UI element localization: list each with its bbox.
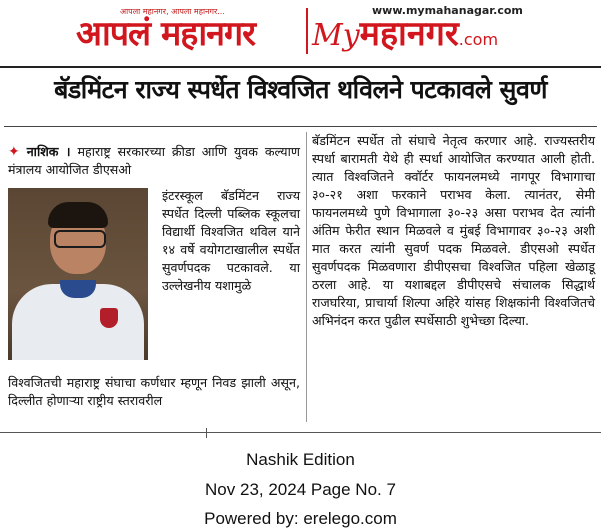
article-right-text: बॅडमिंटन स्पर्धेत तो संघाचे नेतृत्व करणार आहे. राज्यस्तरीय स्पर्धा बारामती येथे ही स्पर्धा आयोजित करण्यात आली होती. त्यात विश्वजितने क्वॉर्टर फायनलमध्ये नागपूर विभागाचा ३०-२१ अशा फरकाने पराभव केला. त्यानंतर, सेमी फायनलमध्ये पुणे विभागाला ३०-२३ असा पराभव देत त्यांनी अंतिम फेरीत स्थान मिळवले व मुंबई विभागावर ३०-२३ अशी मात करत त्यांनी सुवर्ण पदक मिळवले. डीएसओ स्पर्धेत सुवर्णपदक मिळवणारा डीपीएसचा विश्वजित पहिला खेळाडू ठरला आहे. या यशाबद्दल डीपीएसचे संचालक सिद्धार्थ राजघरिया, प्राचार्या शिल्पा अहिरे यांसह शिक्षकांनी विश्वजितचे अभिनंदन करत पुढील स्पर्धेसाठी शुभेच्छा दिल्या.	[312, 133, 595, 328]
photo-hair	[48, 202, 108, 228]
article-narrow-column	[162, 187, 300, 295]
footer-edition: Nashik Edition	[246, 450, 355, 469]
article-intro	[8, 143, 300, 179]
headline-rule	[4, 126, 597, 127]
article-right-column	[312, 132, 595, 330]
article-left-bottom	[8, 374, 300, 410]
dateline-star-icon: ✦	[8, 144, 20, 160]
school-badge-icon	[100, 308, 118, 328]
masthead	[0, 0, 601, 62]
top-rule	[0, 66, 601, 68]
masthead-url: www.mymahanagar.com	[372, 4, 523, 17]
masthead-title-right	[312, 14, 498, 60]
masthead-tagline: आपला महानगर, आपला महानगर...	[120, 7, 225, 16]
bottom-rule-tick	[206, 428, 207, 438]
article-intro-text: महाराष्ट्र सरकारच्या क्रीडा आणि युवक कल्याण मंत्रालय आयोजित डीएसओ	[8, 144, 300, 177]
masthead-title-left: आपलं महानगर	[76, 14, 256, 54]
article-headline: बॅडमिंटन राज्य स्पर्धेत विश्वजित थविलने पटकावले सुवर्ण	[54, 75, 547, 104]
photo-glasses	[54, 230, 106, 248]
article-dateline: नाशिक ।	[26, 144, 71, 159]
masthead-title-right-suffix: .com	[458, 30, 499, 49]
bottom-rule	[0, 432, 601, 433]
article-bottom-text: विश्वजितची महाराष्ट्र संघाचा कर्णधार म्हणून निवड झाली असून, दिल्लीत होणाऱ्या राष्ट्रीय स्तरावरील	[8, 375, 300, 408]
student-photo	[8, 188, 148, 360]
masthead-separator	[306, 8, 308, 54]
footer-powered-by[interactable]: Powered by: erelego.com	[204, 509, 397, 528]
masthead-title-right-prefix: My	[312, 18, 360, 53]
article-narrow-text: इंटरस्कूल बॅडमिंटन राज्य स्पर्धेत दिल्ली पब्लिक स्कूलचा विद्यार्थी विश्वजित थविल याने १४ वर्षे वयोगटाखालील स्पर्धेत सुवर्णपदक पटकावले. या उल्लेखनीय यशामुळे	[162, 188, 300, 293]
masthead-title-right-main: महानगर	[359, 14, 459, 54]
column-divider	[306, 132, 307, 422]
footer-date-page: Nov 23, 2024 Page No. 7	[205, 480, 396, 499]
